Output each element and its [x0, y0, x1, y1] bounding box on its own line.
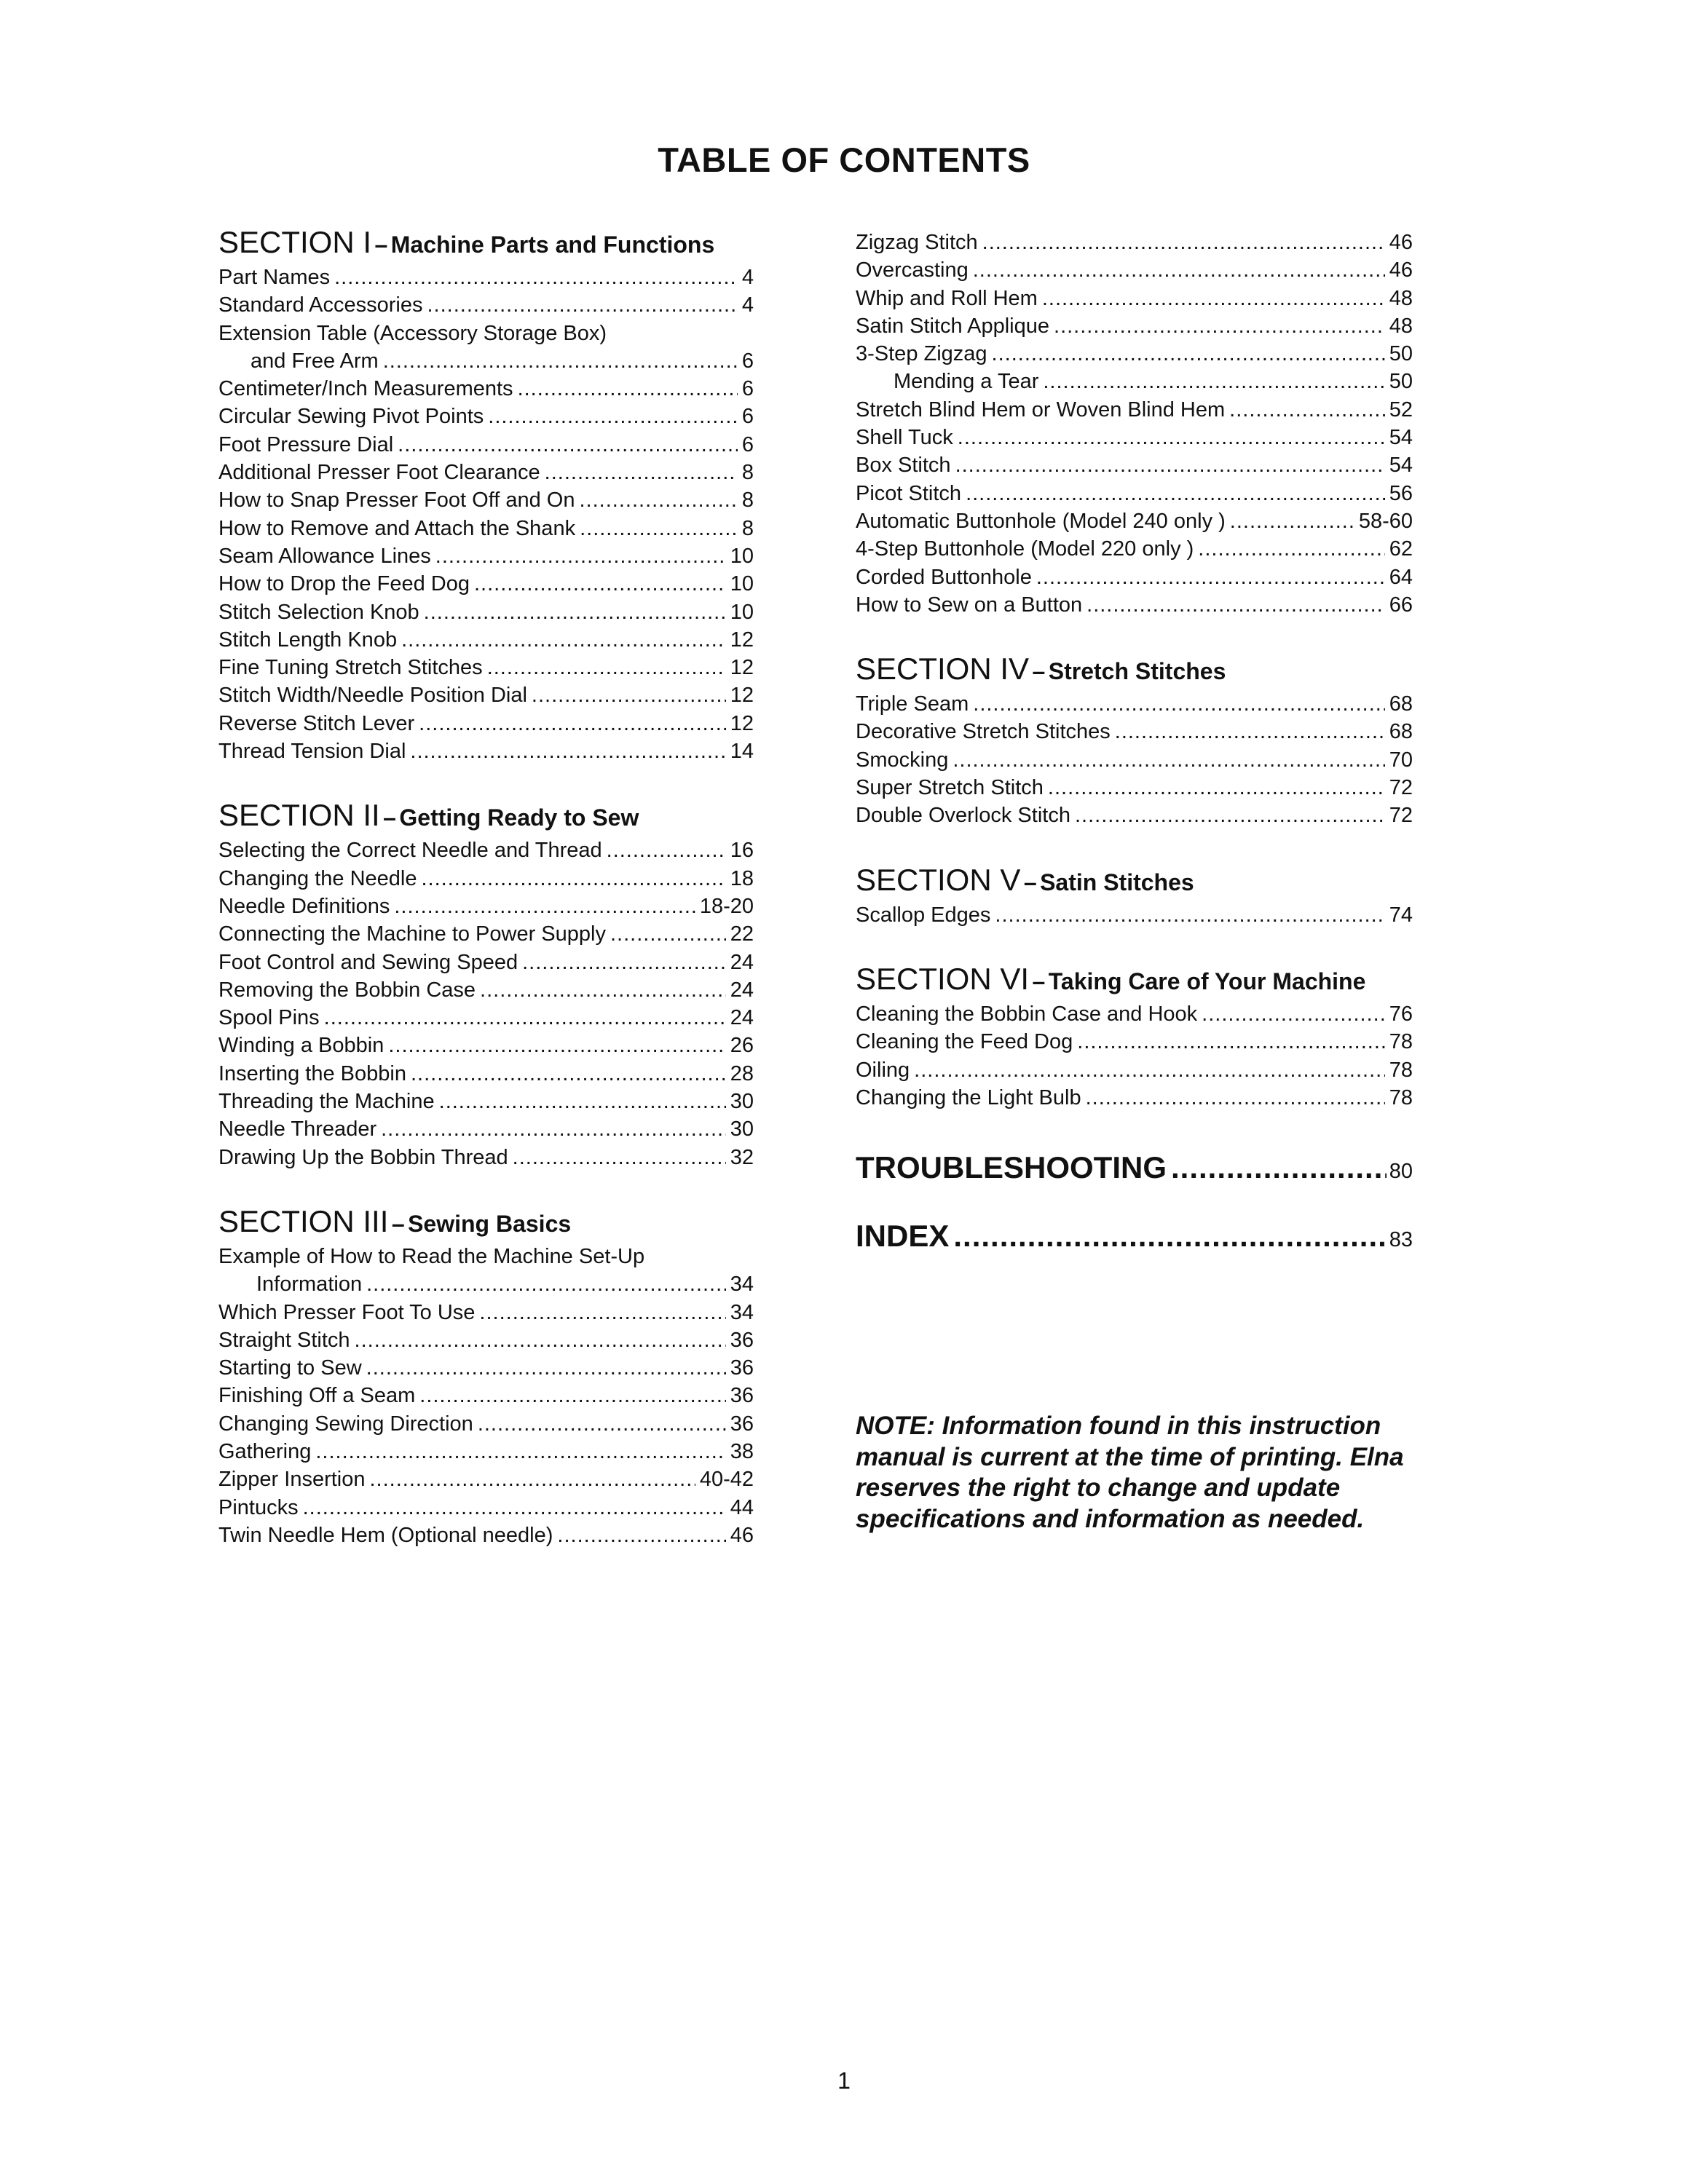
- section-heading: [856, 958, 1413, 1000]
- leader-dots: [419, 710, 726, 737]
- toc-entry[interactable]: [218, 710, 754, 737]
- toc-entry[interactable]: [218, 626, 754, 654]
- toc-left-column: [218, 221, 754, 1549]
- troubleshooting-entry[interactable]: [856, 1133, 1413, 1202]
- leader-dots: [532, 681, 726, 709]
- leader-dots: [1229, 396, 1385, 424]
- leader-dots: [388, 1032, 725, 1059]
- entry-title: and Free Arm: [251, 349, 379, 373]
- leader-dots: [370, 1465, 695, 1493]
- entry-title: Oiling: [856, 1058, 910, 1082]
- toc-entry[interactable]: [856, 424, 1413, 451]
- entry-title: INDEX: [856, 1219, 950, 1254]
- leader-dots: [488, 403, 738, 430]
- entry-title: Smocking: [856, 748, 949, 772]
- entry-page: 24: [730, 1006, 754, 1030]
- section-dash: –: [391, 1210, 405, 1237]
- section-name: Getting Ready to Sew: [399, 804, 639, 831]
- toc-entry[interactable]: [218, 1410, 754, 1438]
- toc-entry[interactable]: [856, 480, 1413, 507]
- toc-entry[interactable]: [218, 1326, 754, 1354]
- entry-page: 54: [1389, 454, 1413, 478]
- leader-dots: [958, 424, 1385, 451]
- toc-entry[interactable]: [218, 1465, 754, 1493]
- leader-dots: [439, 1088, 726, 1115]
- leader-dots: [1086, 591, 1385, 619]
- toc-entry[interactable]: [218, 431, 754, 459]
- toc-entry[interactable]: [218, 836, 754, 864]
- entry-page: 80: [1389, 1160, 1413, 1184]
- toc-entry[interactable]: [856, 746, 1413, 774]
- section-heading: [218, 221, 754, 264]
- entry-page: 34: [730, 1273, 754, 1297]
- entry-page: 68: [1389, 692, 1413, 716]
- section-name: Stretch Stitches: [1048, 658, 1226, 685]
- toc-entry[interactable]: [218, 1382, 754, 1409]
- entry-page: 10: [730, 544, 754, 568]
- entry-title: Triple Seam: [856, 692, 969, 716]
- entry-title: Winding a Bobbin: [218, 1034, 384, 1058]
- leader-dots: [480, 976, 726, 1004]
- section-name: Satin Stitches: [1040, 869, 1194, 895]
- toc-entry[interactable]: [218, 1270, 754, 1298]
- entry-page: 66: [1389, 593, 1413, 617]
- entry-title: Seam Allowance Lines: [218, 544, 431, 568]
- entry-title: Picot Stitch: [856, 481, 962, 505]
- toc-entry[interactable]: [218, 949, 754, 976]
- entry-page: 78: [1389, 1058, 1413, 1082]
- entry-title: Extension Table (Accessory Storage Box): [218, 321, 607, 345]
- section-dash: –: [1023, 869, 1037, 895]
- section-number: SECTION II: [218, 798, 380, 833]
- entry-title: Starting to Sew: [218, 1356, 362, 1380]
- entry-page: 12: [730, 711, 754, 735]
- toc-entry[interactable]: [856, 1000, 1413, 1028]
- leader-dots: [522, 949, 726, 976]
- leader-dots: [1171, 1133, 1387, 1202]
- leader-dots: [557, 1522, 725, 1549]
- entry-page: 14: [730, 740, 754, 764]
- entry-page: 78: [1389, 1030, 1413, 1054]
- entry-title: Corded Buttonhole: [856, 565, 1032, 589]
- leader-dots: [1036, 563, 1385, 591]
- entry-page: 4: [741, 266, 754, 289]
- leader-dots: [424, 598, 726, 626]
- entry-title: Information: [256, 1273, 363, 1297]
- leader-dots: [383, 347, 738, 375]
- entry-page: 36: [730, 1412, 754, 1436]
- entry-page: 70: [1389, 748, 1413, 772]
- entry-title: Circular Sewing Pivot Points: [218, 405, 484, 429]
- toc-entry[interactable]: [218, 1299, 754, 1326]
- leader-dots: [982, 229, 1385, 256]
- toc-entry[interactable]: [218, 1354, 754, 1382]
- entry-page: 6: [741, 405, 754, 429]
- toc-entry[interactable]: [218, 459, 754, 486]
- page-number: 1: [837, 2068, 851, 2094]
- leader-dots: [381, 1115, 726, 1143]
- entry-title: Double Overlock Stitch: [856, 804, 1070, 828]
- entry-title: Removing the Bobbin Case: [218, 978, 476, 1002]
- entry-page: 78: [1389, 1085, 1413, 1109]
- section-dash: –: [374, 232, 388, 258]
- toc-entry[interactable]: [218, 737, 754, 765]
- entry-title: Stretch Blind Hem or Woven Blind Hem: [856, 397, 1226, 422]
- entry-title: Mending a Tear: [894, 370, 1039, 394]
- toc-entry[interactable]: [856, 690, 1413, 718]
- entry-title: Decorative Stretch Stitches: [856, 720, 1111, 744]
- entry-title: Overcasting: [856, 258, 969, 282]
- entry-page: 46: [1389, 231, 1413, 254]
- entry-title: Finishing Off a Seam: [218, 1384, 416, 1408]
- entry-title: Stitch Width/Needle Position Dial: [218, 684, 527, 708]
- entry-title: Changing Sewing Direction: [218, 1412, 473, 1436]
- leader-dots: [410, 737, 725, 765]
- leader-dots: [324, 1004, 726, 1032]
- leader-dots: [303, 1494, 726, 1522]
- toc-entry[interactable]: [856, 340, 1413, 368]
- entry-title: Connecting the Machine to Power Supply: [218, 922, 606, 946]
- entry-title: Threading the Machine: [218, 1090, 435, 1114]
- entry-page: 24: [730, 950, 754, 974]
- entry-page: 56: [1389, 481, 1413, 505]
- toc-entry[interactable]: [218, 347, 754, 375]
- leader-dots: [610, 920, 726, 948]
- leader-dots: [1202, 1000, 1385, 1028]
- toc-entry[interactable]: [218, 920, 754, 948]
- toc-entry[interactable]: [856, 312, 1413, 340]
- entry-page: 36: [730, 1328, 754, 1352]
- entry-title: Selecting the Correct Needle and Thread: [218, 839, 602, 863]
- toc-entry[interactable]: [218, 515, 754, 542]
- toc-entry[interactable]: [856, 774, 1413, 802]
- entry-title: Pintucks: [218, 1495, 299, 1519]
- leader-dots: [1048, 774, 1385, 802]
- entry-page: 50: [1389, 342, 1413, 366]
- toc-entry[interactable]: [856, 802, 1413, 829]
- toc-entry[interactable]: [856, 1028, 1413, 1056]
- leader-dots: [1115, 718, 1385, 745]
- leader-dots: [411, 1060, 726, 1088]
- leader-dots: [1230, 507, 1354, 535]
- section-dash: –: [1032, 968, 1046, 994]
- entry-page: 8: [741, 516, 754, 540]
- toc-entry[interactable]: [218, 570, 754, 598]
- toc-entry[interactable]: [218, 375, 754, 403]
- toc-entry[interactable]: [218, 1032, 754, 1059]
- toc-entry[interactable]: [218, 1494, 754, 1522]
- toc-entry[interactable]: [856, 563, 1413, 591]
- entry-title: Which Presser Foot To Use: [218, 1300, 476, 1324]
- toc-entry[interactable]: [218, 598, 754, 626]
- entry-title: Zipper Insertion: [218, 1468, 366, 1492]
- entry-title: Inserting the Bobbin: [218, 1061, 406, 1085]
- entry-title: Needle Threader: [218, 1117, 377, 1142]
- leader-dots: [401, 626, 726, 654]
- toc-entry[interactable]: [218, 654, 754, 681]
- leader-dots: [1086, 1084, 1385, 1112]
- toc-entry[interactable]: [856, 1056, 1413, 1084]
- entry-title: How to Snap Presser Foot Off and On: [218, 488, 575, 513]
- entry-title: Changing the Light Bulb: [856, 1085, 1081, 1109]
- leader-dots: [580, 486, 738, 514]
- leader-dots: [607, 836, 726, 864]
- entry-title: Zigzag Stitch: [856, 231, 978, 254]
- toc-entry[interactable]: [218, 865, 754, 893]
- entry-page: 4: [741, 293, 754, 317]
- page-title: TABLE OF CONTENTS: [658, 141, 1030, 179]
- toc-entry[interactable]: [856, 256, 1413, 284]
- entry-page: 12: [730, 684, 754, 708]
- toc-entry[interactable]: [218, 542, 754, 570]
- entry-title: Centimeter/Inch Measurements: [218, 377, 513, 401]
- leader-dots: [474, 570, 726, 598]
- leader-dots: [487, 654, 726, 681]
- entry-title: Straight Stitch: [218, 1328, 350, 1352]
- entry-page: 76: [1389, 1002, 1413, 1026]
- entry-page: 32: [730, 1145, 754, 1169]
- leader-dots: [545, 459, 738, 486]
- toc-entry[interactable]: [218, 681, 754, 709]
- toc-entry[interactable]: [218, 1004, 754, 1032]
- entry-title: Reverse Stitch Lever: [218, 711, 415, 735]
- leader-dots: [427, 291, 737, 319]
- leader-dots: [1077, 1028, 1384, 1056]
- entry-page: 72: [1389, 804, 1413, 828]
- entry-page: 48: [1389, 314, 1413, 338]
- toc-entry[interactable]: [856, 229, 1413, 256]
- entry-page: 62: [1389, 537, 1413, 561]
- section-heading: [218, 794, 754, 836]
- entry-page: 8: [741, 461, 754, 485]
- entry-title: Drawing Up the Bobbin Thread: [218, 1145, 508, 1169]
- entry-title: Satin Stitch Applique: [856, 314, 1050, 338]
- entry-title: Automatic Buttonhole (Model 240 only ): [856, 509, 1226, 533]
- entry-page: 64: [1389, 565, 1413, 589]
- entry-page: 38: [730, 1439, 754, 1463]
- section-name: Taking Care of Your Machine: [1048, 968, 1366, 994]
- leader-dots: [421, 865, 725, 893]
- leader-dots: [973, 256, 1385, 284]
- leader-dots: [513, 1144, 726, 1171]
- toc-entry[interactable]: [856, 368, 1413, 395]
- section-dash: –: [1032, 658, 1046, 685]
- leader-dots: [955, 451, 1385, 479]
- entry-page: 30: [730, 1090, 754, 1114]
- leader-dots: [366, 1354, 726, 1382]
- entry-title: Whip and Roll Hem: [856, 286, 1038, 310]
- entry-title: Shell Tuck: [856, 426, 953, 450]
- toc-entry[interactable]: [218, 320, 754, 347]
- entry-page: 28: [730, 1061, 754, 1085]
- entry-title: TROUBLESHOOTING: [856, 1150, 1167, 1185]
- entry-page: 10: [730, 572, 754, 596]
- leader-dots: [355, 1326, 726, 1354]
- leader-dots: [479, 1299, 725, 1326]
- section-heading: [218, 1200, 754, 1243]
- toc-entry[interactable]: [218, 893, 754, 920]
- leader-dots: [953, 1202, 1386, 1270]
- entry-page: 58-60: [1358, 509, 1413, 533]
- toc-entry[interactable]: [856, 718, 1413, 745]
- entry-title: How to Drop the Feed Dog: [218, 572, 470, 596]
- section-number: SECTION IV: [856, 652, 1030, 687]
- toc-entry[interactable]: [856, 285, 1413, 312]
- leader-dots: [995, 901, 1384, 929]
- entry-page: 40-42: [699, 1468, 754, 1492]
- section-name: Sewing Basics: [408, 1210, 572, 1237]
- entry-title: Cleaning the Feed Dog: [856, 1030, 1073, 1054]
- section-dash: –: [383, 804, 396, 831]
- leader-dots: [435, 542, 726, 570]
- toc-entry[interactable]: [856, 451, 1413, 479]
- entry-page: 44: [730, 1495, 754, 1519]
- toc-entry[interactable]: [856, 1084, 1413, 1112]
- entry-page: 34: [730, 1300, 754, 1324]
- toc-entry[interactable]: [218, 291, 754, 319]
- toc-entry[interactable]: [218, 1115, 754, 1143]
- entry-title: How to Sew on a Button: [856, 593, 1083, 617]
- entry-title: Needle Definitions: [218, 894, 390, 918]
- entry-title: 4-Step Buttonhole (Model 220 only ): [856, 537, 1194, 561]
- leader-dots: [914, 1056, 1385, 1084]
- entry-page: 18: [730, 866, 754, 890]
- leader-dots: [366, 1270, 726, 1298]
- entry-title: Stitch Selection Knob: [218, 600, 419, 624]
- toc-entry[interactable]: [218, 1243, 754, 1270]
- leader-dots: [973, 690, 1384, 718]
- entry-title: Additional Presser Foot Clearance: [218, 461, 540, 485]
- entry-title: Twin Needle Hem (Optional needle): [218, 1523, 553, 1547]
- leader-dots: [953, 746, 1384, 774]
- leader-dots: [1043, 368, 1384, 395]
- entry-title: Fine Tuning Stretch Stitches: [218, 656, 483, 680]
- section-number: SECTION I: [218, 225, 372, 259]
- entry-page: 6: [741, 377, 754, 401]
- toc-entry[interactable]: [218, 403, 754, 430]
- entry-page: 22: [730, 922, 754, 946]
- toc-entry[interactable]: [218, 1060, 754, 1088]
- toc-entry[interactable]: [218, 1438, 754, 1465]
- toc-entry[interactable]: [856, 396, 1413, 424]
- section-heading: [856, 648, 1413, 690]
- toc-entry[interactable]: [218, 1088, 754, 1115]
- toc-entry[interactable]: [218, 976, 754, 1004]
- leader-dots: [966, 480, 1385, 507]
- entry-page: 12: [730, 656, 754, 680]
- entry-page: 10: [730, 600, 754, 624]
- leader-dots: [315, 1438, 725, 1465]
- entry-page: 26: [730, 1034, 754, 1058]
- entry-page: 46: [730, 1523, 754, 1547]
- leader-dots: [394, 893, 695, 920]
- entry-page: 83: [1389, 1228, 1413, 1252]
- toc-entry[interactable]: [218, 1144, 754, 1171]
- entry-title: Example of How to Read the Machine Set-Up: [218, 1244, 645, 1268]
- entry-page: 6: [741, 349, 754, 373]
- entry-page: 52: [1389, 397, 1413, 422]
- leader-dots: [1198, 535, 1384, 563]
- toc-right-column: [856, 229, 1413, 1270]
- section-name: Machine Parts and Functions: [390, 232, 715, 258]
- entry-page: 16: [730, 839, 754, 863]
- leader-dots: [419, 1382, 725, 1409]
- section-number: SECTION III: [218, 1203, 389, 1238]
- entry-page: 30: [730, 1117, 754, 1142]
- entry-page: 24: [730, 978, 754, 1002]
- leader-dots: [518, 375, 738, 403]
- toc-entry[interactable]: [218, 486, 754, 514]
- leader-dots: [478, 1410, 726, 1438]
- entry-page: 36: [730, 1384, 754, 1408]
- entry-title: Stitch Length Knob: [218, 628, 398, 652]
- entry-page: 54: [1389, 426, 1413, 450]
- entry-page: 8: [741, 488, 754, 513]
- entry-page: 50: [1389, 370, 1413, 394]
- leader-dots: [1042, 285, 1385, 312]
- entry-title: Changing the Needle: [218, 866, 417, 890]
- entry-title: Thread Tension Dial: [218, 740, 406, 764]
- toc-entry[interactable]: [856, 535, 1413, 563]
- entry-page: 12: [730, 628, 754, 652]
- leader-dots: [1054, 312, 1385, 340]
- toc-entry[interactable]: [856, 591, 1413, 619]
- leader-dots: [398, 431, 738, 459]
- entry-title: Foot Control and Sewing Speed: [218, 950, 518, 974]
- entry-title: Part Names: [218, 266, 331, 289]
- entry-title: Spool Pins: [218, 1006, 320, 1030]
- entry-title: Box Stitch: [856, 454, 951, 478]
- toc-entry[interactable]: [218, 1522, 754, 1549]
- leader-dots: [992, 340, 1385, 368]
- entry-page: 18-20: [699, 894, 754, 918]
- entry-title: Gathering: [218, 1439, 312, 1463]
- entry-title: Scallop Edges: [856, 903, 991, 927]
- section-number: SECTION VI: [856, 961, 1030, 996]
- toc-entry[interactable]: [856, 901, 1413, 929]
- entry-page: 36: [730, 1356, 754, 1380]
- entry-page: 74: [1389, 903, 1413, 927]
- entry-title: How to Remove and Attach the Shank: [218, 516, 576, 540]
- entry-page: 6: [741, 432, 754, 456]
- toc-entry[interactable]: [856, 507, 1413, 535]
- entry-page: 46: [1389, 258, 1413, 282]
- entry-title: 3-Step Zigzag: [856, 342, 987, 366]
- section-number: SECTION V: [856, 862, 1021, 897]
- entry-page: 48: [1389, 286, 1413, 310]
- entry-title: Foot Pressure Dial: [218, 432, 394, 456]
- section-heading: [856, 859, 1413, 901]
- leader-dots: [334, 264, 738, 291]
- disclaimer-note: NOTE: Information found in this instruction manual is current at the time of printing. Elna reserves the right to change and update specifications and information as needed.: [856, 1412, 1404, 1533]
- index-entry[interactable]: [856, 1202, 1413, 1270]
- leader-dots: [1075, 802, 1385, 829]
- entry-title: Cleaning the Bobbin Case and Hook: [856, 1002, 1198, 1026]
- entry-page: 68: [1389, 720, 1413, 744]
- leader-dots: [580, 515, 738, 542]
- toc-entry[interactable]: [218, 264, 754, 291]
- entry-title: Standard Accessories: [218, 293, 423, 317]
- entry-title: Super Stretch Stitch: [856, 776, 1044, 800]
- entry-page: 72: [1389, 776, 1413, 800]
